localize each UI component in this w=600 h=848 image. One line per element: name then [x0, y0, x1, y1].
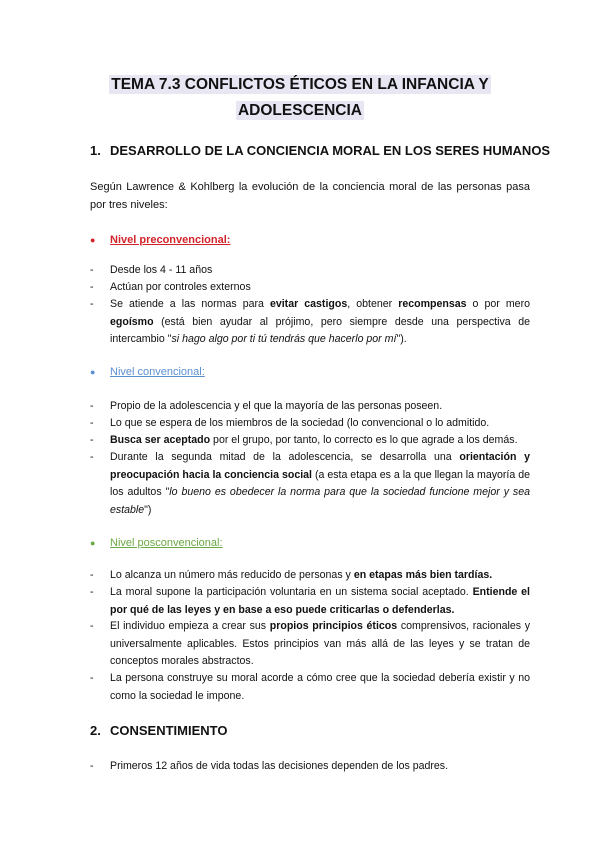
list-item	[90, 449, 530, 519]
item-text: Actúan por controles externos	[110, 281, 251, 293]
dash-bullet: -	[90, 298, 94, 310]
item-text: Busca ser aceptado por el grupo, por tanto, lo correcto es lo que agrade a los demás.	[110, 434, 518, 446]
dash-bullet: -	[90, 281, 94, 293]
dash-bullet: -	[90, 264, 94, 276]
section-1-heading	[90, 143, 550, 159]
dash-bullet: -	[90, 451, 94, 463]
section-1-intro: Según Lawrence & Kohlberg la evolución de la conciencia moral de las personas pasa por tres niveles:	[90, 181, 530, 211]
section-2-number: 2.	[90, 723, 101, 738]
document-title-continued	[0, 98, 600, 124]
list-item	[90, 670, 530, 705]
level-convencional-heading	[90, 365, 205, 379]
item-text: Lo alcanza un número más reducido de personas y en etapas más bien tardías.	[110, 569, 493, 581]
level-label: Nivel posconvencional:	[110, 537, 223, 549]
dash-bullet: -	[90, 586, 94, 598]
dash-bullet: -	[90, 417, 94, 429]
item-text: El individuo empieza a crear sus propios principios éticos comprensivos, racionales y universalmente aplicables. Estos principios van más allá de las leyes y se tratan de conceptos morales abstractos.	[110, 620, 531, 667]
item-text: La persona construye su moral acorde a cómo cree que la sociedad debería existir y no como la sociedad le impone.	[110, 672, 530, 702]
list-item	[90, 279, 530, 297]
bullet-icon: ●	[90, 367, 96, 377]
list-item	[90, 432, 530, 450]
level-preconvencional-heading	[90, 233, 230, 247]
list-item	[90, 584, 530, 619]
dash-bullet: -	[90, 620, 94, 632]
level-label: Nivel convencional:	[110, 366, 205, 378]
dash-bullet: -	[90, 760, 94, 772]
item-text: Primeros 12 años de vida todas las decisiones dependen de los padres.	[110, 760, 449, 772]
list-item	[90, 296, 530, 349]
list-item	[90, 618, 530, 671]
list-item	[90, 262, 530, 280]
level-label: Nivel preconvencional:	[110, 234, 231, 246]
list-item	[90, 415, 530, 433]
item-text: Lo que se espera de los miembros de la sociedad (lo convencional o lo admitido.	[110, 417, 490, 429]
list-item	[90, 398, 530, 416]
item-text: Propio de la adolescencia y el que la mayoría de las personas poseen.	[110, 400, 443, 412]
item-text: Se atiende a las normas para evitar castigos, obtener recompensas o por mero egoísmo (está bien ayudar al prójimo, pero siempre desde una perspectiva de intercambio "si hago algo por ti tú tendrás que hacerlo por mí").	[110, 298, 530, 345]
item-text: Desde los 4 - 11 años	[110, 264, 213, 276]
item-text: La moral supone la participación voluntaria en un sistema social aceptado. Entiende el por qué de las leyes y en base a eso puede criticarlas o defenderlas.	[110, 586, 531, 616]
dash-bullet: -	[90, 569, 94, 581]
section-1-title: DESARROLLO DE LA CONCIENCIA MORAL EN LOS SERES HUMANOS	[110, 143, 551, 158]
section-2-heading	[90, 723, 228, 739]
dash-bullet: -	[90, 672, 94, 684]
list-item	[90, 567, 530, 585]
bullet-icon: ●	[90, 538, 96, 548]
dash-bullet: -	[90, 434, 94, 446]
level-posconvencional-heading	[90, 536, 223, 550]
title-line-2: ADOLESCENCIA	[237, 102, 362, 119]
document-title	[0, 72, 600, 98]
item-text: Durante la segunda mitad de la adolescencia, se desarrolla una orientación y preocupación hacia la conciencia social (a esta etapa es a la que llegan la mayoría de los adultos "lo bueno es obedecer la norma para que la sociedad funcione mejor y sea estable")	[110, 451, 531, 516]
section-2-title: CONSENTIMIENTO	[110, 723, 228, 738]
section-1-number: 1.	[90, 143, 101, 158]
dash-bullet: -	[90, 400, 94, 412]
list-item	[90, 758, 530, 776]
bullet-icon: ●	[90, 235, 96, 245]
title-line-1: TEMA 7.3 CONFLICTOS ÉTICOS EN LA INFANCIA Y	[111, 76, 489, 93]
